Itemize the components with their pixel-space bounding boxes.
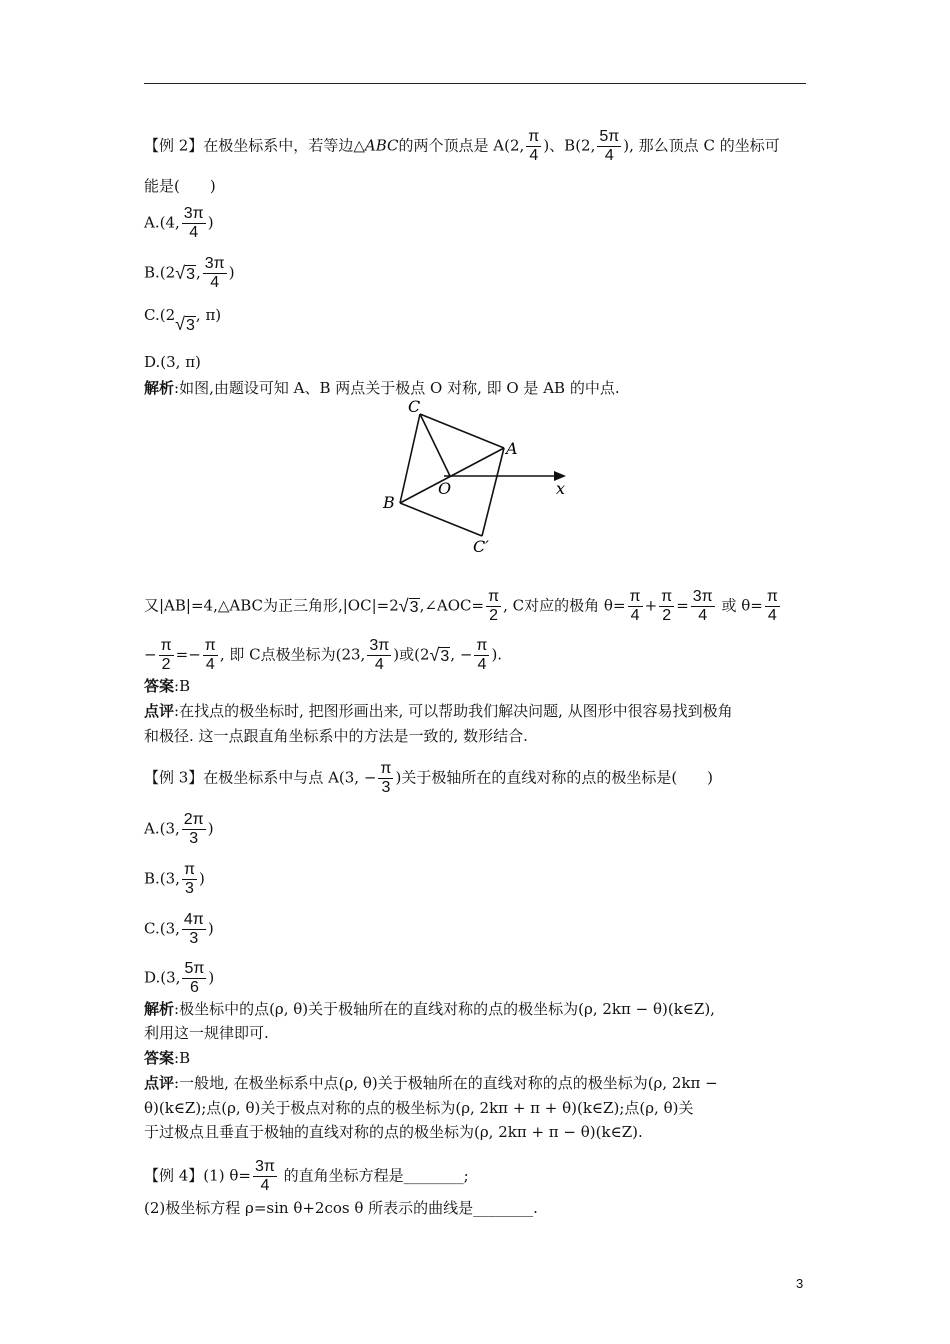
label-a: A: [506, 439, 518, 458]
edge-c-b: [400, 414, 420, 503]
sqrt: √3: [398, 595, 419, 616]
ex2-option-b: B.(2√3, $\frac{3\pi}{4}$ ): [144, 255, 235, 291]
ex3-question: 【例 3】在极坐标系中与点 A(3, − $\frac{\pi}{3}$ )关于极轴所在的直线对称的点的极坐标是( ): [144, 760, 714, 796]
label-o: O: [438, 479, 452, 498]
ex2-option-a: A.(4, $\frac{3\pi}{4}$ ): [144, 205, 214, 241]
fraction: $\frac{\pi}{4}$: [204, 637, 216, 673]
fraction: $\frac{\pi}{4}$: [629, 588, 641, 624]
label-x: x: [556, 479, 566, 498]
ex2-analysis: 解析:如图,由题设可知 A、B 两点关于极点 O 对称, 即 O 是 AB 的中点.: [144, 379, 620, 397]
edge-c-o: [420, 414, 450, 476]
fraction: $\frac{\pi}{4}$: [766, 588, 778, 624]
ex2-comment-line1: 点评:在找点的极坐标时, 把图形画出来, 可以帮助我们解决问题, 从图形中很容易找到极角: [144, 702, 733, 720]
fraction: $\frac{3\pi}{4}$: [204, 255, 225, 291]
ex4-question-2: (2)极坐标方程 ρ=sin θ+2cos θ 所表示的曲线是________.: [144, 1199, 538, 1217]
edge-b-cp: [400, 503, 482, 536]
page-number: 3: [796, 1276, 804, 1291]
ex2-option-c: C.(2√3, π): [144, 306, 222, 334]
ex4-question-1: 【例 4】(1) θ= $\frac{3\pi}{4}$ 的直角坐标方程是________;: [144, 1158, 469, 1194]
fraction: $\frac{4\pi}{3}$: [183, 911, 204, 947]
label-b: B: [383, 493, 395, 512]
ex2-answer: 答案:B: [144, 677, 191, 695]
fraction: $\frac{3\pi}{4}$: [369, 637, 390, 673]
header-rule: [144, 83, 806, 84]
ex2-question-line1: 【例 2】在极坐标系中，若等边△ABC的两个顶点是 A(2, $\frac{\pi}{4}$ )、B(2, $\frac{5\pi}{4}$ ), 那么顶点 C 的坐标可: [144, 128, 780, 164]
ex3-option-c: C.(3, $\frac{4\pi}{3}$ ): [144, 911, 214, 947]
fraction: $\frac{3\pi}{4}$: [254, 1158, 275, 1194]
ex2-derivation-line1: 又|AB|=4,△ABC为正三角形,|OC|=2√3,∠AOC= $\frac{\pi}{2}$ , C对应的极角 θ= $\frac{\pi}{4}$ + $\frac{\pi}{2}$ = $\frac{3\pi}{4}$ 或 θ= $\frac{\pi}{4}$: [144, 588, 778, 624]
fraction: $\frac{2\pi}{3}$: [183, 811, 204, 847]
sqrt: √3: [175, 314, 195, 334]
fraction: $\frac{3\pi}{4}$: [692, 588, 713, 624]
fraction: $\frac{\pi}{4}$: [528, 128, 540, 164]
fraction: $\frac{5\pi}{6}$: [184, 960, 205, 996]
ex3-option-b: B.(3, $\frac{\pi}{3}$ ): [144, 861, 205, 897]
ex3-answer: 答案:B: [144, 1049, 191, 1067]
fraction: $\frac{\pi}{3}$: [183, 861, 196, 897]
ex3-comment-line3: 于过极点且垂直于极轴的直线对称的点的极坐标为(ρ, 2kπ + π − θ)(k∈Z).: [144, 1123, 643, 1141]
ex3-comment-line2: θ)(k∈Z);点(ρ, θ)关于极点对称的点的极坐标为(ρ, 2kπ + π + θ)(k∈Z);点(ρ, θ)关: [144, 1099, 694, 1117]
ex2-question-line2: 能是( ): [144, 177, 216, 195]
ex3-analysis-line1: 解析:极坐标中的点(ρ, θ)关于极轴所在的直线对称的点的极坐标为(ρ, 2kπ − θ)(k∈Z),: [144, 1000, 715, 1018]
ex3-analysis-line2: 利用这一规律即可.: [144, 1024, 269, 1042]
fraction: $\frac{\pi}{3}$: [380, 760, 392, 796]
sqrt: √3: [429, 644, 450, 665]
fraction: $\frac{3\pi}{4}$: [183, 205, 204, 241]
edge-c-a: [420, 414, 504, 448]
fraction: $\frac{\pi}{2}$: [488, 588, 500, 624]
ex2-derivation-line2: − $\frac{\pi}{2}$ =− $\frac{\pi}{4}$ , 即 C点极坐标为(23, $\frac{3\pi}{4}$ )或(2√3, − $\frac{\pi}{4}$ ).: [144, 637, 503, 673]
ex3-comment-line1: 点评:一般地, 在极坐标系中点(ρ, θ)关于极轴所在的直线对称的点的极坐标为(ρ, 2kπ −: [144, 1074, 718, 1092]
fraction: $\frac{\pi}{2}$: [661, 588, 673, 624]
ex3-option-d: D.(3, $\frac{5\pi}{6}$ ): [144, 960, 215, 996]
edge-a-cp: [482, 448, 504, 536]
fraction: $\frac{\pi}{2}$: [160, 637, 172, 673]
triangle-figure: [378, 396, 572, 554]
ex3-option-a: A.(3, $\frac{2\pi}{3}$ ): [144, 811, 214, 847]
label-c-prime: C′: [473, 537, 489, 554]
fraction: $\frac{\pi}{4}$: [476, 637, 488, 673]
label-c: C: [408, 397, 421, 416]
ex2-comment-line2: 和极径. 这一点跟直角坐标系中的方法是一致的, 数形结合.: [144, 727, 528, 745]
ex2-option-d: D.(3, π): [144, 353, 201, 371]
sqrt: √3: [175, 262, 195, 283]
fraction: $\frac{5\pi}{4}$: [599, 128, 620, 164]
